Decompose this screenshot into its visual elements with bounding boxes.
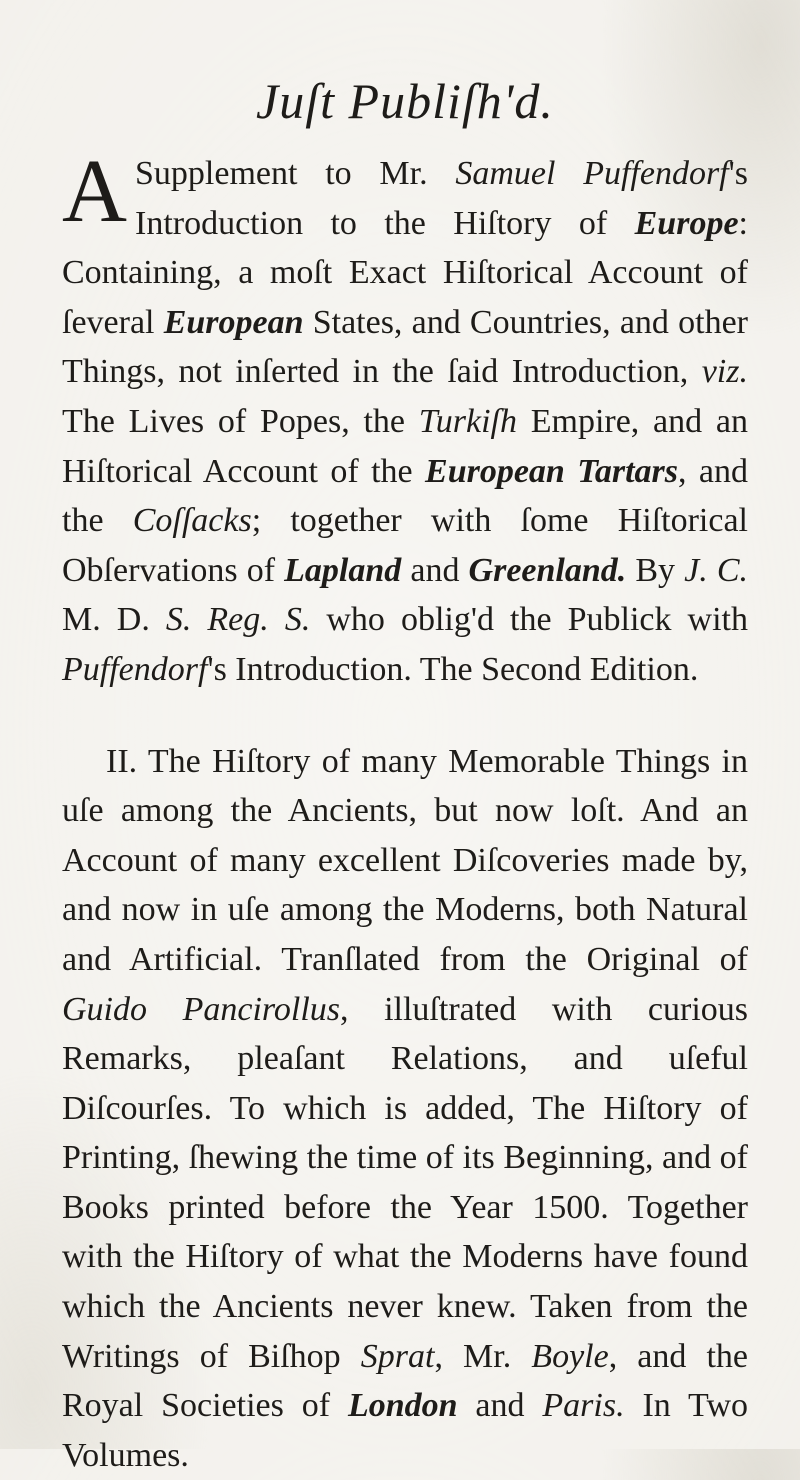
text-segment: Guido Pancirollus xyxy=(62,990,340,1028)
text-segment: In Two Volumes. xyxy=(62,1387,748,1474)
text-segment: M. D. xyxy=(62,601,166,639)
text-segment: European xyxy=(163,303,304,341)
text-segment: who oblig'd the Publick with xyxy=(310,601,748,639)
text-segment: ; together with ſome Hiſtorical Obſervations of xyxy=(62,502,748,589)
text-segment: Sprat xyxy=(360,1337,435,1375)
text-segment: viz. xyxy=(701,353,748,391)
text-segment: 's Introduction to the Hiſtory of xyxy=(135,155,748,242)
text-segment: The Lives of Popes, the xyxy=(62,402,419,440)
text-segment: Supplement to Mr. xyxy=(135,155,456,192)
text-segment: By xyxy=(626,551,685,589)
text-segment: J. C. xyxy=(684,551,748,589)
text-segment: : Containing, a moſt Exact Hiſtorical Account of ſeveral xyxy=(62,204,748,341)
text-segment: Turkiſh xyxy=(418,402,517,440)
text-segment: 's Introduction. The Second Edition. xyxy=(207,650,699,688)
text-segment: and xyxy=(457,1387,543,1425)
text-segment: , and the Royal Societies of xyxy=(62,1337,748,1425)
text-segment: Coſſacks xyxy=(132,502,252,540)
text-segment: , and the xyxy=(62,452,748,540)
text-segment: London xyxy=(347,1387,458,1425)
text-segment: , illuſtrated with curious Remarks, pleaſant Relations, and uſeful Diſcourſes. To which is added, The Hiſtory of Printing, ſhewing the time of its Beginning, and of Books printed before the Year 1500. Together with the Hiſtory of what the Moderns have found which the Ancients never knew. Taken from the Writings of Biſhop xyxy=(62,990,748,1375)
page-heading: Juſt Publiſh'd. xyxy=(256,73,554,129)
text-segment: Samuel Puffendorf xyxy=(455,155,729,192)
text-segment: Greenland. xyxy=(468,551,627,589)
text-segment: States, and Countries, and other Things, not inſerted in the ſaid Introduction, xyxy=(62,303,748,391)
text-segment: Paris. xyxy=(542,1387,625,1425)
supplement-paragraph xyxy=(62,142,748,695)
text-segment: European Tartars xyxy=(425,452,679,490)
text-segment: Puffendorf xyxy=(62,650,208,688)
text-segment: Boyle xyxy=(531,1337,609,1375)
text-segment: Lapland xyxy=(284,551,402,589)
text-segment: and xyxy=(401,551,469,589)
text-segment: II. The Hiſtory of many Memorable Things in uſe among the Ancients, but now loſt. And an Account of many excellent Diſcoveries made by, and now in uſe among the Moderns, both Natural and Artificial. Tranſlated from the Original of xyxy=(62,742,748,978)
text-segment: Empire, and an Hiſtorical Account of the xyxy=(62,402,748,490)
text-segment: , Mr. xyxy=(434,1337,532,1375)
text-segment: S. Reg. S. xyxy=(165,601,311,639)
history-paragraph xyxy=(62,737,748,1480)
text-segment: Europe xyxy=(634,204,739,242)
drop-cap-letter: A xyxy=(62,142,127,241)
